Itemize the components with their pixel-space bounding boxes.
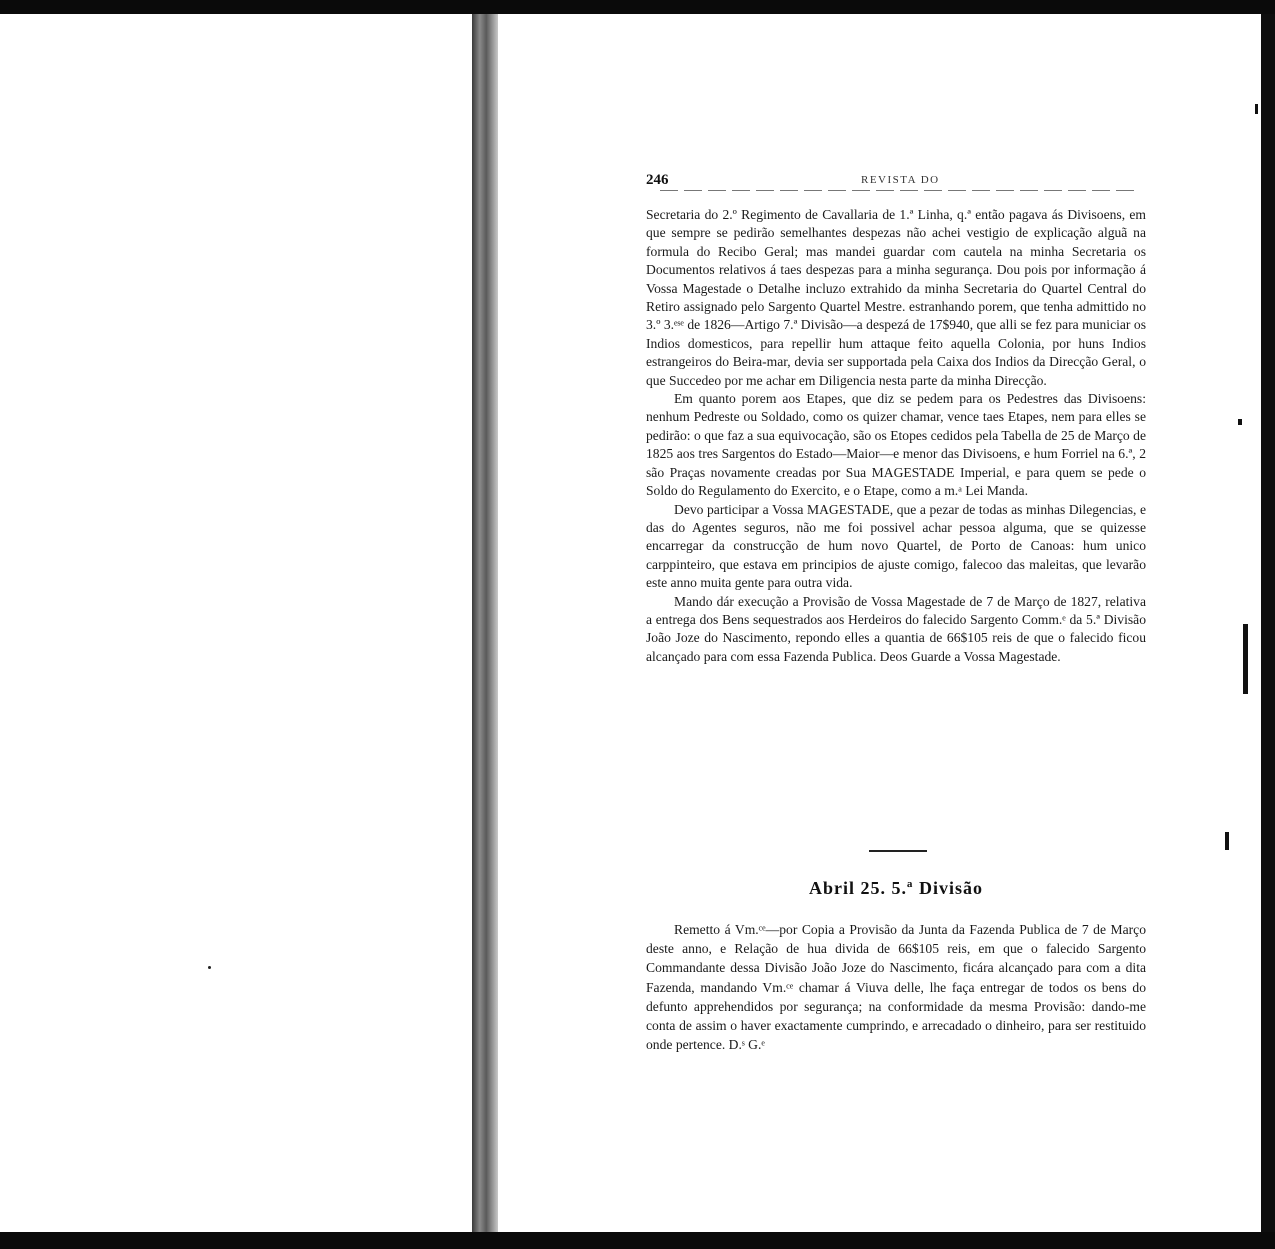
edge-mark <box>1238 419 1242 425</box>
paragraph: Em quanto porem aos Etapes, que diz se pedem para os Pedestres das Divisoens: nenhum Pedreste ou Soldado, como os quizer chamar, vence taes Etapes, nem para elles se pedirão: o que faz a sua equivocação, são os Etopes cedidos pela Tabella de 25 de Março de 1825 aos tres Sargentos do Estado—Maior—e menor das Divisoens, e hum Forriel na 6.ª, 2 são Praças novamente creadas por Sua MAGESTADE Imperial, e para quem se pede o Soldo do Regulamento do Exercito, e o Etape, como a m.ᵃ Lei Manda. <box>646 391 1146 499</box>
running-head: REVISTA DO <box>861 174 940 186</box>
scan-right-border <box>1261 14 1275 1232</box>
paragraph: Mando dár execução a Provisão de Vossa Magestade de 7 de Março de 1827, relativa a entrega dos Bens sequestrados aos Herdeiros do falecido Sargento Comm.ᵉ da 5.ª Divisão João Joze do Nascimento, repondo elles a quantia de 66$105 reis de que o falecido ficou alcançado para com essa Fazenda Publica. Deos Guarde a Vossa Magestade. <box>646 593 1146 664</box>
scan-bottom-border <box>0 1232 1275 1249</box>
paragraph: Remetto á Vm.ᶜᵉ—por Copia a Provisão da Junta da Fazenda Publica de 7 de Março deste anno, e Relação de hua divida de 66$105 reis, em que o falecido Sargento Commandante dessa Divisão João Joze do Nascimento, ficára alcançado para com a dita Fazenda, mandando Vm.ᶜᵉ chamar á Viuva delle, lhe faça entregar de todos os bens do defunto apprehendidos por segurança; na conformidade da mesma Provisão: dando-me conta de assim o haver exactamente cumprindo, e arrecadado o dinheiro, para ser restituido onde pertence. D.ˢ G.ᵉ <box>646 922 1146 1053</box>
page-header <box>646 172 1146 192</box>
edge-mark <box>1225 832 1229 850</box>
paragraph: Secretaria do 2.º Regimento de Cavallaria de 1.ª Linha, q.ª então pagava ás Divisoens, em que sempre se pedirão semelhantes despezas não achei vestigio de explicação alguã na formula do Recibo Geral; mas mandei guardar com cautela na minha Secretaria os Documentos relativos á taes despezas para a minha segurança. Dou pois por informação á Vossa Magestade o Detalhe incluzo extrahido da minha Secretaria do Quartel Central do Retiro assignado pelo Sargento Quartel Mestre. estranhando porem, que tenha admittido no 3.º 3.ᵉˢᵉ de 1826—Artigo 7.ª Divisão—a despezá de 17$940, que alli se fez para municiar os Indios domesticos, para repellir hum attaque feito aquella Colonia, por huns Indios estrangeiros do Beira-mar, devia ser supportada pela Caixa dos Indios da Direcção Geral, o que Succedeo por me achar em Diligencia nesta parte da minha Direcção. <box>646 207 1146 388</box>
paragraph: Devo participar a Vossa MAGESTADE, que a pezar de todas as minhas Dilegencias, e das do Agentes seguros, não me foi possivel achar pessoa alguma, que se quizesse encarregar da construcção de hum novo Quartel, de Porto de Canoas: hum unico carppinteiro, que estava em principios de ajuste comigo, falecoo das maleitas, que levarão este anno muita gente para outra vida. <box>646 501 1146 591</box>
page-number: 246 <box>646 172 669 188</box>
speck <box>208 966 211 969</box>
edge-mark <box>1255 104 1258 114</box>
header-rule <box>660 190 1134 191</box>
body-text <box>646 206 1146 666</box>
section-text <box>646 920 1146 1054</box>
book-gutter <box>472 14 498 1232</box>
section-divider <box>869 850 927 852</box>
left-blank-page <box>0 14 472 1232</box>
edge-mark <box>1243 624 1248 694</box>
section-heading: Abril 25. 5.ª Divisão <box>809 878 983 898</box>
scan-top-border <box>0 0 1275 14</box>
